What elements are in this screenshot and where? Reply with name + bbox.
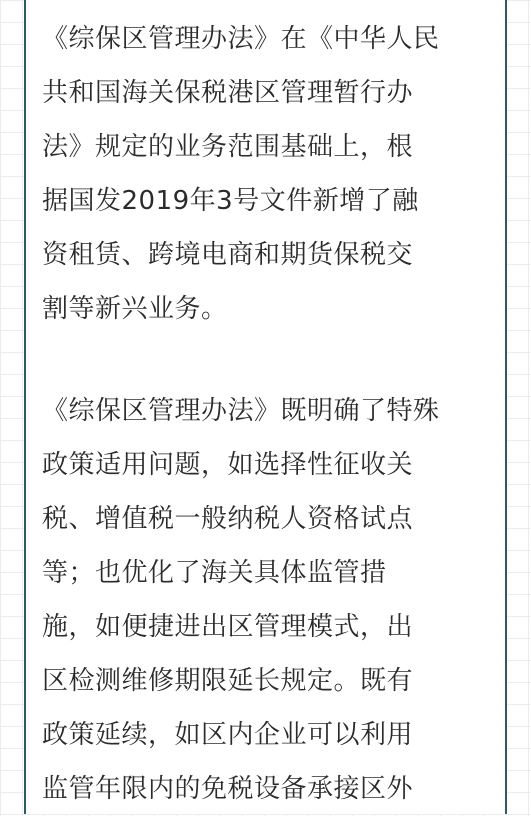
text-line: 政策延续，如区内企业可以利用 [42,720,414,750]
text-line: 施，如便捷进出区管理模式，出 [42,612,414,642]
text-line: 监管年限内的免税设备承接区外 [42,774,414,804]
text-line: 等；也优化了海关具体监管措 [42,558,387,588]
text-line: 法》规定的业务范围基础上，根 [42,132,414,162]
text-line: 资租赁、跨境电商和期货保税交 [42,240,414,270]
text-line: 政策适用问题，如选择性征收关 [42,450,414,480]
text-line: 《综保区管理办法》既明确了特殊 [42,396,440,426]
paragraph-1 [42,12,440,336]
text-line: 税、增值税一般纳税人资格试点 [42,504,414,534]
text-line: 割等新兴业务。 [42,294,228,324]
text-line: 《综保区管理办法》在《中华人民 [42,24,440,54]
text-line: 据国发2019年3号文件新增了融 [42,186,419,216]
text-line: 共和国海关保税港区管理暂行办 [42,78,414,108]
paragraph-2 [42,384,440,816]
text-line: 区检测维修期限延长规定。既有 [42,666,414,696]
